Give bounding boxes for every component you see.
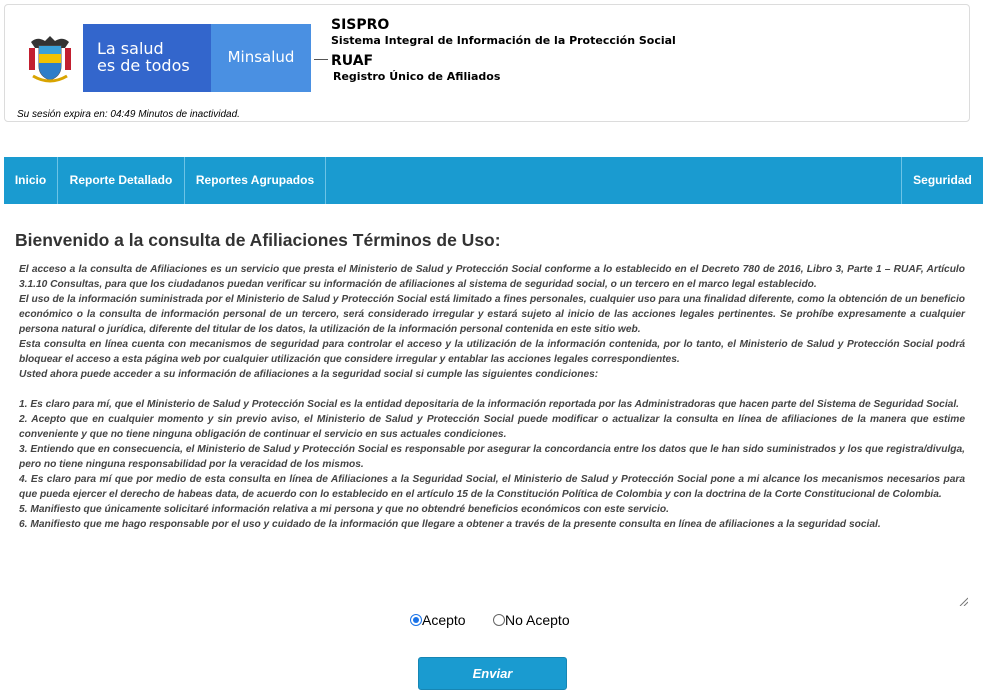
slogan-block [83,24,211,92]
nav-item-inicio[interactable]: Inicio [14,173,47,187]
resize-grip-icon[interactable] [958,596,968,606]
main-nav [4,157,983,204]
slogan-line2: es de todos [97,56,190,75]
system-name: SISPRO [331,17,390,33]
terms-paragraph: Esta consulta en línea cuenta con mecanismos de seguridad para controlar el acceso y la utilización de la información contenida, por lo tanto, el Ministerio de Salud y Protección Social podrá bloquear el acceso a esta página web por cualquier utilización que considere irregular y entablar las acciones legales correspondientes. [19,339,965,365]
system-info [331,17,676,84]
terms-condition: 6. Manifiesto que me hago responsable por el uso y cuidado de la información que llegare a obtener a través de la presente consulta en línea de afiliaciones a la seguridad social. [19,519,881,530]
nav-item-seguridad[interactable]: Seguridad [913,173,972,187]
gov-logo-banner [17,24,325,92]
session-time: 04:49 [110,109,136,120]
system-full-name: Sistema Integral de Información de la Protección Social [331,34,676,47]
terms-condition: 4. Es claro para mí que por medio de esta consulta en línea de Afiliaciones a la Seguridad Social, el Ministerio de Salud y Protección Social pone a mi alcance los mecanismos necesarios para que pueda ejercer el derecho de habeas data, de acuerdo con lo establecido en el artículo 15 de la Constitución Política de Colombia y con la doctrina de la Corte Constitucional de Colombia. [19,474,965,500]
nav-item-reporte-detallado[interactable]: Reporte Detallado [69,173,173,187]
terms-condition: 1. Es claro para mí, que el Ministerio de Salud y Protección Social es la entidad depositaria de la información reportada por las Administradoras que hacen parte del Sistema de Seguridad Social. [19,399,959,410]
slogan-text [97,40,190,74]
brand-block [211,24,311,92]
radio-no-acepto-input[interactable] [493,614,505,626]
radio-acepto-input[interactable] [410,614,422,626]
brand-minsalud: Minsalud [227,48,295,66]
radio-no-acepto-label: No Acepto [505,612,570,628]
header-box [4,4,970,122]
terms-paragraph: El acceso a la consulta de Afiliaciones es un servicio que presta el Ministerio de Salud y Protección Social conforme a lo establecido en el Decreto 780 de 2016, Libro 3, Parte 1 – RUAF, Artículo 3.1.10 Consultas, para que los ciudadanos puedan verificar su información de afiliaciones al sistema de seguridad social, o un tercero en el marco legal establecido. [19,264,965,290]
terms-condition: 3. Entiendo que en consecuencia, el Ministerio de Salud y Protección Social es responsable por asegurar la concordancia entre los datos que le han sido suministrados y los que registra/divulga, pero no tiene ninguna responsabilidad por la veracidad de los mismos. [19,444,965,470]
terms-paragraph: El uso de la información suministrada por el Ministerio de Salud y Protección Social está limitado a fines personales, cualquier uso para una finalidad diferente, como la obtención de un beneficio económico o la consulta de información personal de un tercero, será considerado irregular y estará sujeto al inicio de las acciones legales pertinentes. Se prohíbe expresamente a cualquier persona natural o jurídica, diferente del titular de los datos, la utilización de la información personal contenida en este sitio web. [19,294,965,335]
terms-condition: 5. Manifiesto que únicamente solicitaré información relativa a mi persona y que no obtendré beneficios económicos con este servicio. [19,504,669,515]
system-separator [314,59,328,60]
session-prefix: Su sesión expira en: [17,109,111,120]
page-title: Bienvenido a la consulta de Afiliaciones Términos de Uso: [15,230,501,250]
terms-paragraph: Usted ahora puede acceder a su información de afiliaciones a la seguridad social si cumple las siguientes condiciones: [19,369,599,380]
radio-acepto-label: Acepto [422,612,466,628]
slogan-line1: La salud [97,39,164,58]
colombia-crest-icon [27,32,73,84]
terms-condition: 2. Acepto que en cualquier momento y sin previo aviso, el Ministerio de Salud y Protección Social puede modificar o actualizar la consulta en línea de afiliaciones de la manera que estime conveniente y que no tiene ninguna obligación de continuar el servicio en sus actuales condiciones. [19,414,965,440]
session-notice [17,109,240,120]
nav-separator [325,157,326,204]
submit-button[interactable]: Enviar [418,657,567,690]
crest-area [17,24,83,92]
session-suffix: Minutos de inactividad. [135,109,240,120]
module-full-name: Registro Único de Afiliados [333,70,501,83]
nav-item-reportes-agrupados[interactable]: Reportes Agrupados [195,173,315,187]
radio-acepto[interactable] [410,612,466,628]
terms-textarea[interactable] [19,262,969,607]
module-name: RUAF [331,53,374,69]
radio-no-acepto[interactable] [493,612,570,628]
